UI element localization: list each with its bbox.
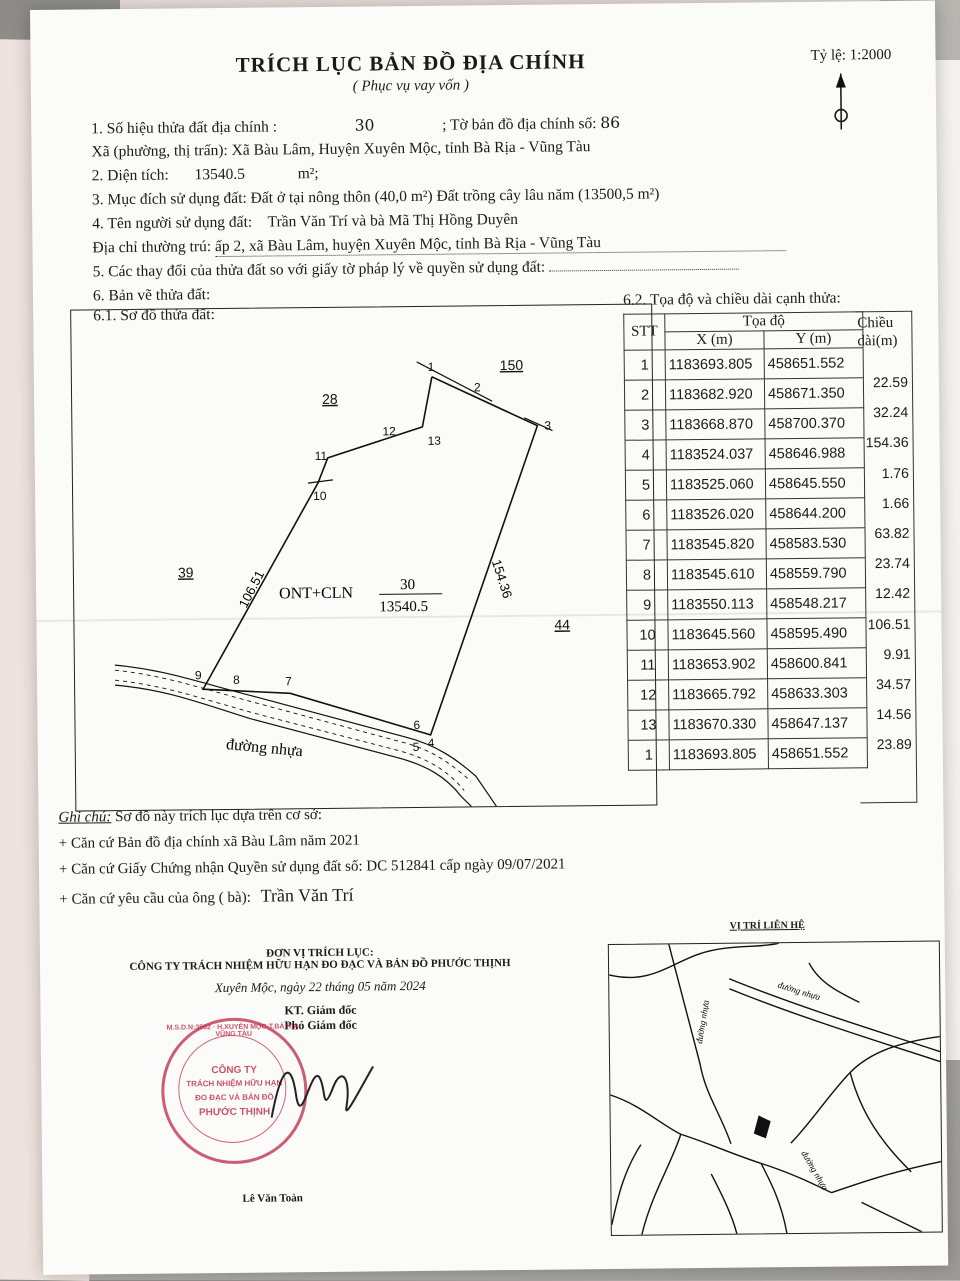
north-arrow-icon: [831, 71, 852, 131]
road-label: đường nhựa: [225, 736, 304, 761]
parcel-label: 1. Số hiệu thửa đất địa chính :: [91, 118, 278, 138]
sketch-point-3: 3: [544, 418, 552, 433]
sketch-point-6: 6: [413, 717, 421, 733]
table-row: [626, 498, 865, 531]
signer-name: Lê Văn Toàn: [242, 1192, 303, 1205]
requester-name: Trần Văn Trí: [260, 884, 354, 906]
cell-x: 1183524.037: [666, 439, 765, 470]
cell-stt: 10: [627, 620, 668, 650]
cell-x: 1183693.805: [669, 739, 768, 770]
signature-block: [40, 944, 601, 1039]
col-coordinates: Tọa độ: [665, 312, 863, 332]
cell-stt: 4: [625, 440, 666, 470]
cell-y: 458559.790: [766, 558, 865, 589]
document-subtitle: ( Phục vụ vay vốn ): [352, 77, 469, 95]
cell-stt: 11: [627, 650, 668, 680]
cell-stt: 1: [624, 350, 665, 380]
cell-y: 458647.137: [768, 708, 867, 739]
cell-x: 1183525.060: [666, 469, 765, 500]
edge-length-value: 14.56: [876, 705, 912, 723]
table-row: [627, 618, 866, 651]
owner-value: Trần Văn Trí và bà Mã Thị Hồng Duyên: [267, 210, 519, 231]
sketch-point-12: 12: [382, 424, 396, 439]
kt-director: KT. Giám đốc: [284, 1002, 357, 1018]
sheet-value: 86: [600, 113, 621, 133]
sketch-point-1: 1: [427, 359, 435, 374]
note-item: + Căn cứ Giấy Chứng nhận Quyền sử dụng đất số: DC 512841 cấp ngày 09/07/2021: [58, 856, 566, 878]
neighbor-150: 150: [499, 356, 524, 374]
edge-length-value: 32.24: [873, 404, 909, 421]
cadastral-extract-sheet: [30, 1, 948, 1275]
cell-y: 458700.370: [765, 408, 864, 439]
cell-y: 458645.550: [765, 468, 864, 499]
purpose-label: 3. Mục đích sử dụng đất:: [91, 189, 247, 209]
address-value: ấp 2, xã Bàu Lâm, huyện Xuyên Mộc, tỉnh Bà Rịa - Vũng Tàu: [215, 232, 785, 257]
signature-scribble-icon: [261, 1046, 382, 1137]
cell-stt: 7: [626, 530, 667, 560]
cell-y: 458548.217: [767, 588, 866, 619]
cell-x: 1183550.113: [668, 589, 767, 620]
owner-row: [92, 211, 518, 233]
cell-x: 1183545.610: [667, 559, 766, 590]
owner-label: 4. Tên người sử dụng đất:: [92, 213, 253, 233]
edge-length-left: 106.51: [235, 567, 268, 611]
table-row: [625, 438, 864, 471]
table-row: [626, 528, 865, 561]
cell-y: 458583.530: [766, 528, 865, 559]
notes-title: Ghi chú:: [58, 809, 112, 826]
cell-stt: 3: [625, 410, 666, 440]
col-length: Chiều dài(m): [857, 314, 898, 350]
col-y: Y (m): [764, 330, 863, 349]
parcel-boundary: [200, 376, 541, 738]
edge-length-value: 34.57: [875, 675, 912, 693]
cell-y: 458600.841: [767, 648, 866, 679]
seal-ring-text: M.S.D.N:3502 · H.XUYÊN MỘC-T.BÀ RỊA-VŨNG TÀU: [166, 1023, 301, 1039]
edge-length-value: 22.59: [872, 373, 909, 391]
sketch-point-11: 11: [314, 448, 328, 464]
cell-x: 1183645.560: [668, 619, 767, 650]
cell-x: 1183670.330: [669, 709, 768, 740]
parcel-number-label: 30: [399, 576, 416, 594]
cell-y: 458651.552: [764, 348, 863, 379]
cell-stt: 1: [628, 740, 669, 770]
cell-x: 1183682.920: [665, 379, 764, 410]
commune-value: Xã Bàu Lâm, Huyện Xuyên Mộc, tỉnh Bà Rịa - Vũng Tàu: [231, 138, 591, 159]
notes-section: [58, 804, 566, 913]
location-map-title: VỊ TRÍ LIÊN HỆ: [729, 919, 805, 932]
seal-line-2: TRÁCH NHIỆM HỮU HẠN: [186, 1078, 283, 1089]
seal-line-1: CÔNG TY: [211, 1064, 257, 1077]
loc-road-label-2: đường nhựa: [693, 999, 712, 1045]
sketch-label: 6.1. Sơ đồ thửa đất:: [93, 306, 215, 325]
cell-x: 1183545.820: [667, 529, 766, 560]
deputy-director: Phó Giám đốc: [284, 1017, 358, 1033]
table-row: [624, 378, 863, 411]
cell-x: 1183668.870: [666, 409, 765, 440]
cell-x: 1183665.792: [669, 679, 768, 710]
commune-label: Xã (phường, thị trấn):: [91, 141, 228, 161]
note-item: + Căn cứ yêu cầu của ông ( bà):: [59, 889, 251, 908]
col-x: X (m): [665, 331, 764, 350]
coords-title: 6.2. Tọa độ và chiều dài cạnh thửa:: [622, 289, 841, 309]
col-stt: STT: [624, 314, 665, 350]
changes-row: [93, 257, 739, 282]
cell-y: 458671.350: [764, 378, 863, 409]
table-row: [628, 708, 867, 741]
sketch-point-10: 10: [313, 488, 327, 504]
sketch-point-13: 13: [427, 433, 441, 448]
cell-y: 458651.552: [768, 738, 867, 769]
changes-dots: [549, 269, 739, 272]
table-row: [626, 558, 865, 591]
company-name: CÔNG TY TRÁCH NHIỆM HỮU HẠN ĐO ĐẠC VÀ BẢN ĐỒ PHƯỚC THỊNH: [129, 957, 511, 974]
cell-x: 1183653.902: [668, 649, 767, 680]
seal-line-3: ĐO ĐẠC VÀ BẢN ĐỒ: [195, 1092, 274, 1103]
edge-length-value: 63.82: [874, 524, 910, 542]
parcel-location-marker-icon: [754, 1115, 771, 1138]
table-row: [627, 648, 866, 681]
area-row: [92, 165, 319, 185]
cell-y: 458595.490: [767, 618, 866, 649]
document-title: TRÍCH LỤC BẢN ĐỒ ĐỊA CHÍNH: [235, 49, 586, 77]
land-type-label: ONT+CLN: [279, 584, 354, 603]
sketch-point-2: 2: [473, 380, 481, 395]
cell-y: 458644.200: [766, 498, 865, 529]
location-map: [608, 941, 943, 1236]
cell-stt: 8: [626, 560, 667, 590]
cell-x: 1183526.020: [667, 499, 766, 530]
coordinates-table: [623, 311, 868, 770]
parcel-value: 30: [354, 116, 375, 135]
table-row: [624, 348, 863, 381]
neighbor-39: 39: [177, 564, 194, 581]
address-label: Địa chỉ thường trú:: [92, 238, 212, 257]
sketch-point-8: 8: [232, 672, 240, 687]
sketch-point-9: 9: [194, 668, 202, 683]
sketch-point-4: 4: [427, 735, 435, 750]
table-row: [628, 738, 867, 771]
seal-line-4: PHƯỚC THỊNH: [198, 1106, 271, 1119]
map-scale: Tỷ lệ: 1:2000: [810, 46, 892, 64]
cell-stt: 2: [624, 380, 665, 410]
cell-stt: 9: [627, 590, 668, 620]
neighbor-28: 28: [322, 390, 338, 407]
loc-road-label-3: đường nhựa: [799, 1148, 831, 1192]
changes-label: 5. Các thay đổi của thửa đất so với giấy tờ pháp lý về quyền sử dụng đất:: [92, 258, 546, 281]
address-row: [92, 232, 785, 258]
area-unit: m²;: [297, 164, 319, 183]
cell-x: 1183693.805: [665, 349, 764, 380]
parcel-area-label: 13540.5: [379, 598, 429, 616]
neighbor-44: 44: [554, 616, 571, 633]
purpose-value: Đất ở tại nông thôn (40,0 m²) Đất trồng cây lâu năm (13500,5 m²): [250, 185, 660, 207]
unit-label: ĐƠN VỊ TRÍCH LỤC:: [266, 946, 374, 960]
note-item: + Căn cứ Bản đồ địa chính xã Bàu Lâm năm 2021: [58, 832, 360, 852]
sheet-label: ; Tờ bản đồ địa chính số:: [442, 115, 597, 134]
commune-row: [91, 138, 590, 161]
sketch-point-5: 5: [412, 739, 420, 755]
table-row: [625, 408, 864, 441]
notes-intro: Sơ đồ này trích lục dựa trên cơ sở:: [115, 806, 323, 826]
purpose-row: [92, 185, 660, 209]
edge-length-value: 154.36: [865, 434, 909, 451]
edge-length-value: 23.89: [876, 736, 912, 753]
cell-stt: 13: [628, 710, 669, 740]
cell-y: 458646.988: [765, 438, 864, 469]
coordinates-table-body: [624, 348, 867, 770]
cell-stt: 5: [625, 470, 666, 500]
cell-stt: 12: [628, 680, 669, 710]
cell-y: 458633.303: [768, 678, 867, 709]
area-label: 2. Diện tích:: [91, 166, 169, 185]
parcel-sketch: [70, 304, 657, 812]
edge-length-value: 106.51: [867, 615, 911, 632]
edge-length-value: 9.91: [883, 645, 911, 662]
drawing-label: 6. Bản vẽ thửa đất:: [92, 286, 211, 305]
table-row: [628, 678, 867, 711]
edge-lengths-column: [855, 311, 917, 804]
loc-road-label-1: đường nhựa: [776, 979, 822, 1003]
area-value: 13540.5: [194, 165, 246, 184]
parcel-number-row: [91, 114, 620, 139]
road-edge-top: [115, 661, 496, 810]
sketch-point-7: 7: [284, 674, 292, 689]
edge-length-right: 154.36: [488, 557, 516, 601]
table-row: [625, 468, 864, 501]
edge-length-value: 1.66: [881, 494, 910, 511]
edge-length-value: 23.74: [874, 555, 910, 572]
table-row: [627, 588, 866, 621]
cell-stt: 6: [626, 500, 667, 530]
edge-length-value: 12.42: [875, 585, 911, 602]
edge-length-value: 1.76: [881, 464, 909, 481]
issue-date: Xuyên Mộc, ngày 22 tháng 05 năm 2024: [214, 977, 426, 996]
